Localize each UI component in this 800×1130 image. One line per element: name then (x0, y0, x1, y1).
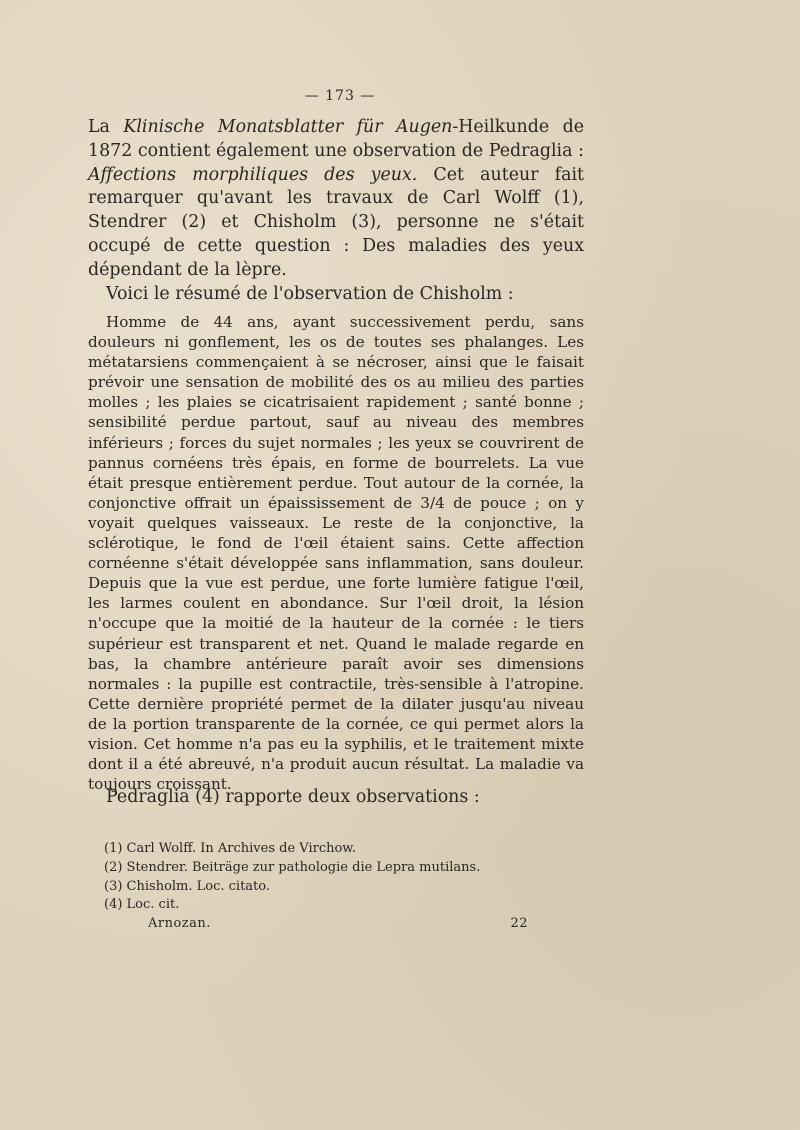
paragraph-1 (88, 116, 584, 283)
footnotes (104, 840, 584, 915)
p1-part-d: de 1872 contient également une observation de Pedraglia : (88, 117, 584, 161)
footnote-4: (4) Loc. cit. (104, 897, 180, 913)
after-text (88, 786, 584, 810)
paragraph-3: Pedraglia (4) rapporte deux observations : (106, 787, 480, 807)
p1-part-f: Cet auteur fait remarquer qu'avant les travaux de Carl Wolff (1), Stendrer (2) et Chisholm (3), personne ne s'était occupé de cette question : Des maladies des yeux dépendant de la lèpre. (88, 164, 584, 280)
chisholm-summary (88, 312, 584, 794)
footnote-2: (2) Stendrer. Beiträge zur pathologie die Lepra mutilans. (104, 859, 481, 875)
journal-title: Klinische Monatsblatter für Augen- (123, 117, 459, 137)
quote-paragraph: Homme de 44 ans, ayant successivement perdu, sans douleurs ni gonflement, les os de toutes ses phalanges. Les métatarsiens commençaient à se nécroser, ainsi que le faisait prévoir une sensation de mobilité des os au milieu des parties molles ; les plaies se cicatrisaient rapidement ; santé bonne ; sensibilité perdue partout, sauf au niveau des membres inférieurs ; forces du sujet normales ; les yeux se couvrirent de pannus cornéens très épais, en forme de bourrelets. La vue était presque entièrement perdue. Tout autour de la cornée, la conjonctive offrait un épaississement de 3/4 de pouce ; on y voyait quelques vaisseaux. Le reste de la conjonctive, la sclérotique, le fond de l'œil étaient sains. Cette affection cornéenne s'était développée sans inflammation, sans douleur. Depuis que la vue est perdue, une forte lumière fatigue l'œil, les larmes coulent en abondance. Sur l'œil droit, la lésion n'occupe que la moitié de la hauteur de la cornée : le tiers supérieur est transparent et net. Quand le malade regarde en bas, la chambre antérieure paraît avoir ses dimensions normales : la pupille est contractile, très-sensible à l'atropine. Cette dernière propriété permet de la dilater jusqu'au niveau de la portion transparente de la cornée, ce qui permet alors la vision. Cet homme n'a pas eu la syphilis, et le traitement mixte dont il a été abreuvé, n'a produit aucun résultat. La maladie va toujours croissant. (88, 313, 584, 794)
footnote-1: (1) Carl Wolff. In Archives de Virchow. (104, 841, 357, 856)
signature-mark: Arnozan. (148, 916, 211, 931)
p1-part-c: Heilkunde (458, 117, 550, 137)
page-number: — 173 — (304, 88, 376, 104)
intro-text (88, 116, 584, 306)
signature-number: 22 (510, 916, 528, 931)
paragraph-2: Voici le résumé de l'observation de Chisholm : (106, 283, 514, 304)
footnote-3: (3) Chisholm. Loc. citato. (104, 878, 271, 894)
article-title: Affections morphiliques des yeux. (88, 164, 418, 185)
p1-part-a: La (88, 117, 124, 137)
